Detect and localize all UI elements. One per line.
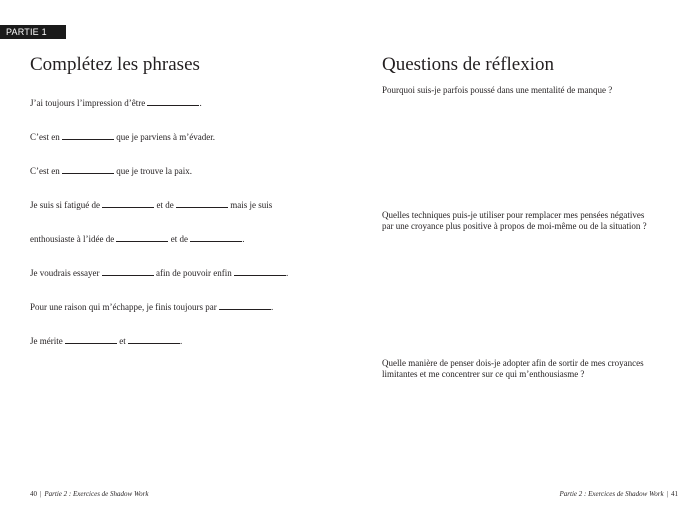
sentence-2-text: C’est en [30, 132, 60, 142]
sentence-1-end: . [199, 98, 202, 108]
blank-field[interactable] [190, 233, 245, 244]
page-number-right: 41 [671, 490, 678, 498]
sentence-2-end: que je parviens à m’évader. [116, 132, 215, 142]
blank-field[interactable] [102, 267, 154, 276]
footer-separator: | [40, 490, 42, 498]
sentence-3 [30, 165, 192, 177]
footer-title-left: Partie 2 : Exercices de Shadow Work [44, 490, 149, 498]
sentence-6-text: Je voudrais essayer [30, 268, 100, 278]
sentence-4-middle: et de [156, 200, 174, 210]
blank-field[interactable] [102, 199, 154, 208]
sentence-4-end: mais je suis [230, 200, 273, 210]
sentence-8-end: . [180, 336, 183, 346]
sentence-7-text: Pour une raison qui m’échappe, je finis toujours par [30, 302, 217, 312]
blank-field[interactable] [147, 97, 202, 108]
blank-field[interactable] [62, 131, 114, 140]
sentence-5 [30, 233, 244, 245]
sentence-6-end: . [285, 268, 289, 278]
sentence-5-text: enthousiaste à l’idée de [30, 234, 115, 244]
sentence-1-text: J’ai toujours l’impression d’être [30, 98, 146, 108]
blank-field[interactable] [65, 335, 117, 344]
footer-left [30, 490, 148, 499]
sentence-2 [30, 131, 215, 143]
reflection-question-1: Pourquoi suis-je parfois poussé dans une mentalité de manque ? [382, 85, 613, 95]
part-tab: PARTIE 1 [0, 25, 66, 39]
blank-field[interactable] [128, 335, 183, 346]
sentence-8-middle: et [119, 336, 126, 346]
sentence-3-end: que je trouve la paix. [116, 166, 192, 176]
sentence-5-middle: et de [170, 234, 188, 244]
left-page-heading: Complétez les phrases [30, 54, 200, 75]
blank-field[interactable] [234, 267, 289, 278]
sentence-7 [30, 301, 273, 313]
blank-field[interactable] [116, 233, 168, 242]
sentence-4 [30, 199, 272, 211]
sentence-5-end: . [242, 234, 245, 244]
sentence-4-text: Je suis si fatigué de [30, 200, 100, 210]
footer-separator: | [666, 490, 668, 498]
sentence-1 [30, 97, 202, 109]
sentence-6 [30, 267, 288, 279]
blank-field[interactable] [62, 165, 114, 174]
sentence-8-text: Je mérite [30, 336, 63, 346]
right-page-heading: Questions de réflexion [382, 54, 555, 75]
footer-right [560, 490, 678, 499]
reflection-question-2: Quelles techniques puis-je utiliser pour remplacer mes pensées négatives par une croyance plus positive à propos de moi-même ou de la situation ? [382, 210, 647, 232]
blank-field[interactable] [219, 301, 274, 312]
page-number-left: 40 [30, 490, 37, 498]
sentence-8 [30, 335, 182, 347]
sentence-6-middle: afin de pouvoir enfin [155, 268, 232, 278]
reflection-question-3: Quelle manière de penser dois-je adopter afin de sortir de mes croyances limitantes et me concentrer sur ce qui m’enthousiasme ? [382, 358, 644, 380]
sentence-7-end: . [270, 302, 274, 312]
sentence-3-text: C’est en [30, 166, 60, 176]
footer-title-right: Partie 2 : Exercices de Shadow Work [559, 490, 664, 498]
blank-field[interactable] [176, 199, 228, 208]
